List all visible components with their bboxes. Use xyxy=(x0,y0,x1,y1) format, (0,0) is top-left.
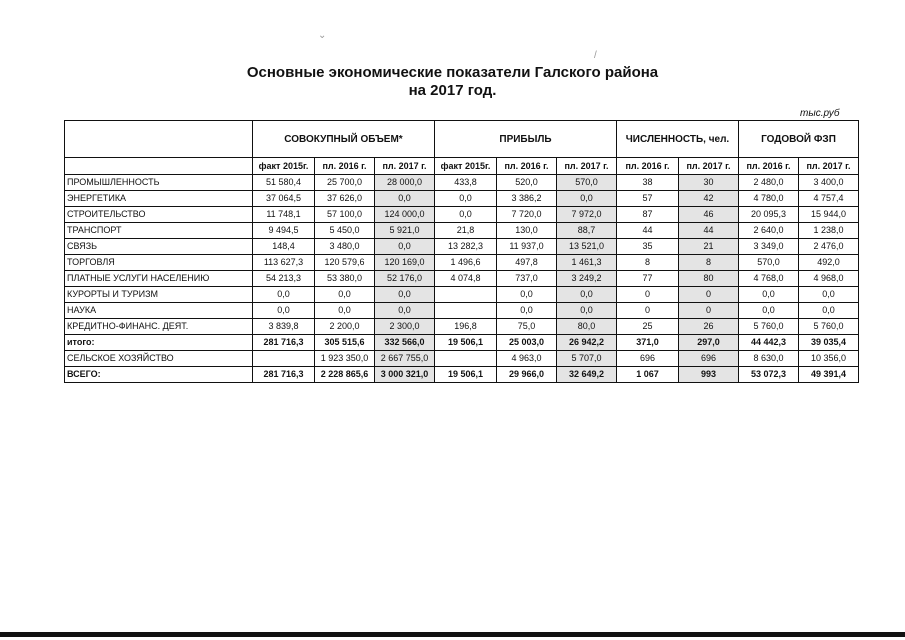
row-label: СВЯЗЬ xyxy=(65,239,253,255)
table-cell: 0,0 xyxy=(497,303,557,319)
table-cell: 39 035,4 xyxy=(799,335,859,351)
table-cell: 49 391,4 xyxy=(799,367,859,383)
table-cell xyxy=(435,303,497,319)
row-label: ПЛАТНЫЕ УСЛУГИ НАСЕЛЕНИЮ xyxy=(65,271,253,287)
table-cell: 3 480,0 xyxy=(315,239,375,255)
table-cell: 54 213,3 xyxy=(253,271,315,287)
table-cell xyxy=(435,287,497,303)
table-cell: 88,7 xyxy=(557,223,617,239)
subheader: пл. 2017 г. xyxy=(799,158,859,175)
table-cell: 21,8 xyxy=(435,223,497,239)
table-row xyxy=(65,239,859,255)
table-cell: 7 972,0 xyxy=(557,207,617,223)
table-cell: 10 356,0 xyxy=(799,351,859,367)
table-cell: 5 450,0 xyxy=(315,223,375,239)
scan-mark: / xyxy=(594,50,597,61)
table-cell: 21 xyxy=(679,239,739,255)
table-cell: 3 839,8 xyxy=(253,319,315,335)
table-cell: 80 xyxy=(679,271,739,287)
table-cell: 0,0 xyxy=(253,287,315,303)
table-cell: 371,0 xyxy=(617,335,679,351)
row-label: ЭНЕРГЕТИКА xyxy=(65,191,253,207)
row-label: ТОРГОВЛЯ xyxy=(65,255,253,271)
table-cell: 37 626,0 xyxy=(315,191,375,207)
subheader: пл. 2016 г. xyxy=(739,158,799,175)
table-cell: 7 720,0 xyxy=(497,207,557,223)
table-row xyxy=(65,175,859,191)
table-row xyxy=(65,335,859,351)
table-cell: 130,0 xyxy=(497,223,557,239)
table-cell: 1 067 xyxy=(617,367,679,383)
table-cell: 26 xyxy=(679,319,739,335)
group-header-row xyxy=(65,121,859,158)
table-cell: 2 667 755,0 xyxy=(375,351,435,367)
table-cell: 2 300,0 xyxy=(375,319,435,335)
table-cell: 120 169,0 xyxy=(375,255,435,271)
table-cell: 44 442,3 xyxy=(739,335,799,351)
table-cell: 0,0 xyxy=(557,287,617,303)
table-cell: 148,4 xyxy=(253,239,315,255)
table-row xyxy=(65,303,859,319)
table-cell: 8 630,0 xyxy=(739,351,799,367)
table-cell: 113 627,3 xyxy=(253,255,315,271)
table-cell: 25 003,0 xyxy=(497,335,557,351)
table-cell xyxy=(435,351,497,367)
table-cell: 80,0 xyxy=(557,319,617,335)
table-cell: 2 480,0 xyxy=(739,175,799,191)
table-cell: 28 000,0 xyxy=(375,175,435,191)
table-cell: 4 757,4 xyxy=(799,191,859,207)
table-cell: 0,0 xyxy=(375,239,435,255)
table-cell: 5 760,0 xyxy=(739,319,799,335)
table-cell: 281 716,3 xyxy=(253,335,315,351)
table-cell: 5 760,0 xyxy=(799,319,859,335)
table-cell: 0,0 xyxy=(375,191,435,207)
table-cell: 0 xyxy=(679,303,739,319)
table-cell: 124 000,0 xyxy=(375,207,435,223)
table-cell: 30 xyxy=(679,175,739,191)
row-label-subheader xyxy=(65,158,253,175)
table-cell: 8 xyxy=(679,255,739,271)
row-label: ПРОМЫШЛЕННОСТЬ xyxy=(65,175,253,191)
subheader: пл. 2017 г. xyxy=(375,158,435,175)
table-cell: 77 xyxy=(617,271,679,287)
group-header: СОВОКУПНЫЙ ОБЪЕМ* xyxy=(253,121,435,158)
table-cell: 2 200,0 xyxy=(315,319,375,335)
table-cell: 0,0 xyxy=(557,303,617,319)
table-cell: 2 476,0 xyxy=(799,239,859,255)
table-body xyxy=(65,175,859,383)
table-row xyxy=(65,255,859,271)
table-cell: 4 768,0 xyxy=(739,271,799,287)
table-row xyxy=(65,319,859,335)
table-cell: 57 xyxy=(617,191,679,207)
table-cell: 0,0 xyxy=(557,191,617,207)
table-cell: 19 506,1 xyxy=(435,335,497,351)
row-label: СЕЛЬСКОЕ ХОЗЯЙСТВО xyxy=(65,351,253,367)
table-cell: 52 176,0 xyxy=(375,271,435,287)
table-cell: 3 400,0 xyxy=(799,175,859,191)
subheader: факт 2015г. xyxy=(253,158,315,175)
table-cell: 4 963,0 xyxy=(497,351,557,367)
table-cell: 5 921,0 xyxy=(375,223,435,239)
table-row xyxy=(65,367,859,383)
table-cell: 51 580,4 xyxy=(253,175,315,191)
table-cell: 29 966,0 xyxy=(497,367,557,383)
table-cell: 15 944,0 xyxy=(799,207,859,223)
table-row xyxy=(65,207,859,223)
table-cell: 19 506,1 xyxy=(435,367,497,383)
table-cell: 38 xyxy=(617,175,679,191)
page-title xyxy=(0,64,905,100)
table-cell: 696 xyxy=(679,351,739,367)
table-cell: 37 064,5 xyxy=(253,191,315,207)
table-cell: 1 923 350,0 xyxy=(315,351,375,367)
subheader: пл. 2017 г. xyxy=(679,158,739,175)
table-cell: 737,0 xyxy=(497,271,557,287)
row-label: ВСЕГО: xyxy=(65,367,253,383)
table-cell: 0,0 xyxy=(799,303,859,319)
table-cell: 0,0 xyxy=(375,287,435,303)
table-cell xyxy=(253,351,315,367)
table-cell: 3 249,2 xyxy=(557,271,617,287)
table-cell: 20 095,3 xyxy=(739,207,799,223)
unit-label: тыс.руб xyxy=(800,108,840,119)
group-header: ЧИСЛЕННОСТЬ, чел. xyxy=(617,121,739,158)
subheader: пл. 2016 г. xyxy=(497,158,557,175)
table-cell: 0,0 xyxy=(739,303,799,319)
row-label: ТРАНСПОРТ xyxy=(65,223,253,239)
table-cell: 1 238,0 xyxy=(799,223,859,239)
table-cell: 3 000 321,0 xyxy=(375,367,435,383)
table-cell: 53 072,3 xyxy=(739,367,799,383)
table-row xyxy=(65,351,859,367)
subheader: факт 2015г. xyxy=(435,158,497,175)
table-cell: 35 xyxy=(617,239,679,255)
table-cell: 0,0 xyxy=(375,303,435,319)
subheader-row xyxy=(65,158,859,175)
table-cell: 11 748,1 xyxy=(253,207,315,223)
table-cell: 0 xyxy=(617,303,679,319)
table-cell: 433,8 xyxy=(435,175,497,191)
table-cell: 1 461,3 xyxy=(557,255,617,271)
table-cell: 520,0 xyxy=(497,175,557,191)
table-cell: 0,0 xyxy=(739,287,799,303)
table-row xyxy=(65,287,859,303)
title-line-1: Основные экономические показатели Галского района xyxy=(246,64,659,81)
table-cell: 297,0 xyxy=(679,335,739,351)
group-header: ГОДОВОЙ ФЗП xyxy=(739,121,859,158)
table-row xyxy=(65,223,859,239)
table-cell: 696 xyxy=(617,351,679,367)
table-cell: 13 521,0 xyxy=(557,239,617,255)
table-cell: 57 100,0 xyxy=(315,207,375,223)
table-cell: 2 640,0 xyxy=(739,223,799,239)
table-cell: 305 515,6 xyxy=(315,335,375,351)
table-cell: 0,0 xyxy=(435,191,497,207)
table-cell: 25 xyxy=(617,319,679,335)
row-label-header xyxy=(65,121,253,158)
table-cell: 32 649,2 xyxy=(557,367,617,383)
table-row xyxy=(65,271,859,287)
row-label: итого: xyxy=(65,335,253,351)
table-cell: 44 xyxy=(679,223,739,239)
table-cell: 3 386,2 xyxy=(497,191,557,207)
table-cell: 11 937,0 xyxy=(497,239,557,255)
table-cell: 44 xyxy=(617,223,679,239)
table-cell: 281 716,3 xyxy=(253,367,315,383)
table-cell: 13 282,3 xyxy=(435,239,497,255)
row-label: СТРОИТЕЛЬСТВО xyxy=(65,207,253,223)
table-cell: 120 579,6 xyxy=(315,255,375,271)
table-cell: 2 228 865,6 xyxy=(315,367,375,383)
table-cell: 4 968,0 xyxy=(799,271,859,287)
table-cell: 0,0 xyxy=(435,207,497,223)
table-cell: 0,0 xyxy=(497,287,557,303)
table-cell: 0,0 xyxy=(315,287,375,303)
table-cell: 26 942,2 xyxy=(557,335,617,351)
table-cell: 25 700,0 xyxy=(315,175,375,191)
table-cell: 87 xyxy=(617,207,679,223)
table-cell: 993 xyxy=(679,367,739,383)
table-cell: 46 xyxy=(679,207,739,223)
table-cell: 570,0 xyxy=(739,255,799,271)
table-cell: 0,0 xyxy=(315,303,375,319)
table-cell: 0 xyxy=(617,287,679,303)
subheader: пл. 2017 г. xyxy=(557,158,617,175)
group-header: ПРИБЫЛЬ xyxy=(435,121,617,158)
row-label: НАУКА xyxy=(65,303,253,319)
table-cell: 1 496,6 xyxy=(435,255,497,271)
table-cell: 9 494,5 xyxy=(253,223,315,239)
table-cell: 570,0 xyxy=(557,175,617,191)
table-cell: 42 xyxy=(679,191,739,207)
table-cell: 5 707,0 xyxy=(557,351,617,367)
table-cell: 492,0 xyxy=(799,255,859,271)
table-cell: 3 349,0 xyxy=(739,239,799,255)
row-label: КУРОРТЫ И ТУРИЗМ xyxy=(65,287,253,303)
indicators-table xyxy=(64,120,859,383)
table-cell: 53 380,0 xyxy=(315,271,375,287)
table-cell: 497,8 xyxy=(497,255,557,271)
table-cell: 8 xyxy=(617,255,679,271)
table-cell: 0,0 xyxy=(253,303,315,319)
page-bottom-edge xyxy=(0,632,905,637)
scan-mark: ⌄ xyxy=(318,30,327,41)
table-cell: 0,0 xyxy=(799,287,859,303)
table-cell: 0 xyxy=(679,287,739,303)
table-row xyxy=(65,191,859,207)
table-cell: 196,8 xyxy=(435,319,497,335)
subheader: пл. 2016 г. xyxy=(617,158,679,175)
title-line-2: на 2017 год. xyxy=(408,82,497,99)
table-cell: 4 780,0 xyxy=(739,191,799,207)
subheader: пл. 2016 г. xyxy=(315,158,375,175)
row-label: КРЕДИТНО-ФИНАНС. ДЕЯТ. xyxy=(65,319,253,335)
table-cell: 75,0 xyxy=(497,319,557,335)
table-cell: 4 074,8 xyxy=(435,271,497,287)
table-cell: 332 566,0 xyxy=(375,335,435,351)
